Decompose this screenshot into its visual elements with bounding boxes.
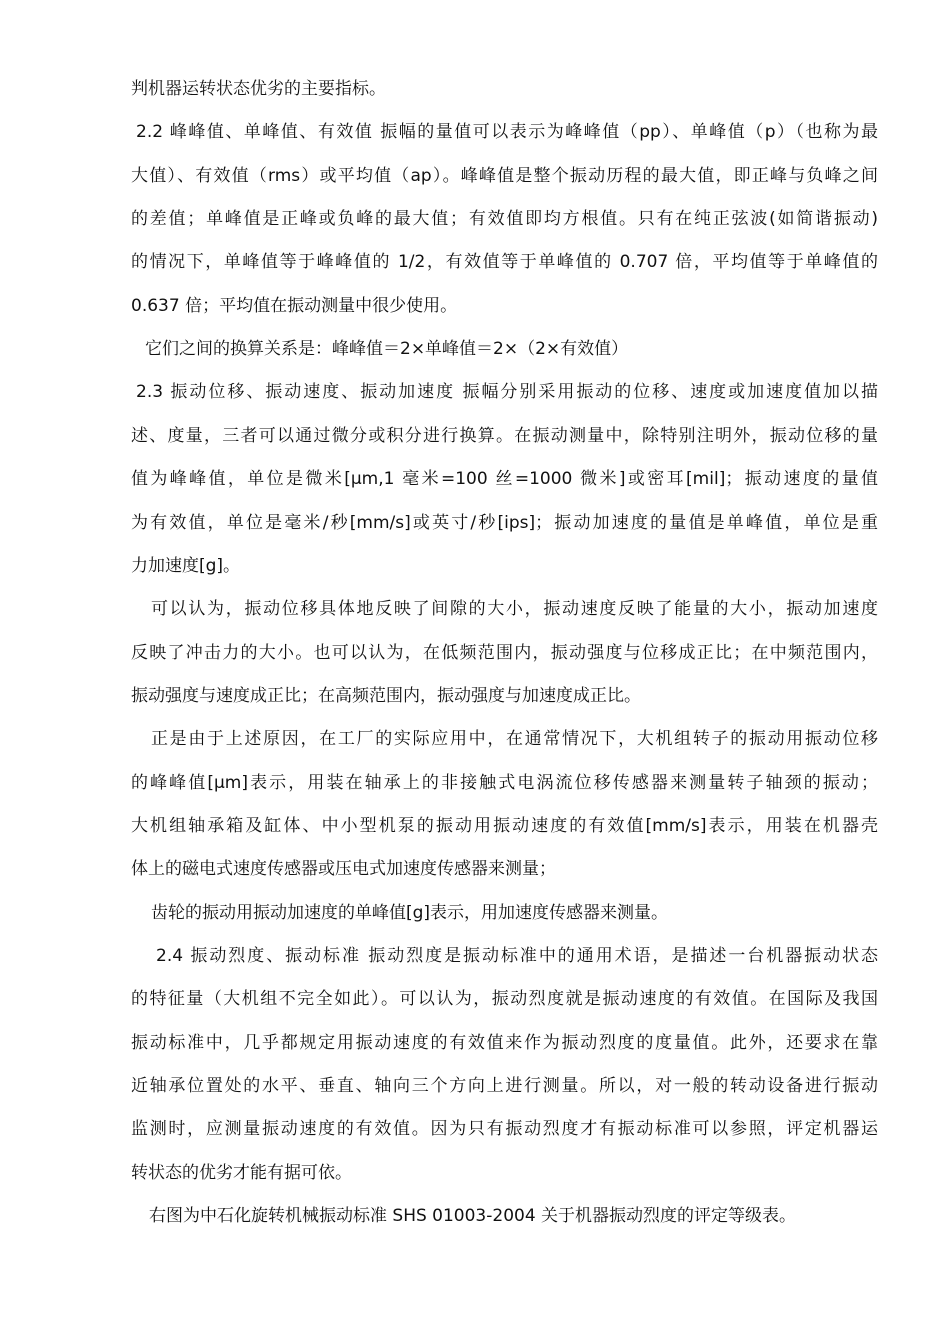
text-line: 值为峰峰值，单位是微米[μm,1 毫米=100 丝=1000 微米]或密耳[mil]；振动速度的量值 (131, 469, 878, 490)
text-line: 0.637 倍；平均值在振动测量中很少使用。 (131, 295, 458, 316)
text-line: 大值）、有效值（rms）或平均值（ap）。峰峰值是整个振动历程的最大值，即正峰与负峰之间 (131, 165, 878, 186)
text-line: 的峰峰值[μm]表示，用装在轴承上的非接触式电涡流位移传感器来测量转子轴颈的振动； (131, 772, 878, 793)
text-line: 振动强度与速度成正比；在高频范围内，振动强度与加速度成正比。 (131, 685, 641, 706)
text-line: 的差值；单峰值是正峰或负峰的最大值；有效值即均方根值。只有在纯正弦波(如简谐振动) (131, 209, 878, 230)
text-line: 近轴承位置处的水平、垂直、轴向三个方向上进行测量。所以，对一般的转动设备进行振动 (131, 1076, 878, 1097)
text-line: 可以认为，振动位移具体地反映了间隙的大小，振动速度反映了能量的大小，振动加速度 (151, 599, 878, 620)
text-line: 监测时，应测量振动速度的有效值。因为只有振动烈度才有振动标准可以参照，评定机器运 (131, 1119, 878, 1140)
text-line: 正是由于上述原因，在工厂的实际应用中，在通常情况下，大机组转子的振动用振动位移 (151, 729, 878, 750)
text-line: 的特征量（大机组不完全如此）。可以认为，振动烈度就是振动速度的有效值。在国际及我国 (131, 989, 878, 1010)
text-line: 它们之间的换算关系是：峰峰值＝2×单峰值＝2×（2×有效值） (145, 339, 629, 360)
text-line: 反映了冲击力的大小。也可以认为，在低频范围内，振动强度与位移成正比；在中频范围内， (131, 642, 878, 663)
text-line: 体上的磁电式速度传感器或压电式加速度传感器来测量； (131, 859, 556, 880)
text-line: 2.4 振动烈度、振动标准 振动烈度是振动标准中的通用术语，是描述一台机器振动状态 (156, 946, 878, 966)
text-line: 右图为中石化旋转机械振动标准 SHS 01003-2004 关于机器振动烈度的评定等级表。 (149, 1206, 797, 1227)
text-line: 转状态的优劣才能有据可依。 (131, 1162, 352, 1183)
text-line: 振动标准中，几乎都规定用振动速度的有效值来作为振动烈度的度量值。此外，还要求在靠 (131, 1032, 878, 1053)
text-line: 为有效值，单位是毫米/秒[mm/s]或英寸/秒[ips]；振动加速度的量值是单峰值，单位是重 (131, 512, 878, 533)
text-line: 2.2 峰峰值、单峰值、有效值 振幅的量值可以表示为峰峰值（pp）、单峰值（p）（也称为最 (136, 122, 878, 143)
text-line: 大机组轴承箱及缸体、中小型机泵的振动用振动速度的有效值[mm/s]表示，用装在机器壳 (131, 815, 878, 836)
text-line: 2.3 振动位移、振动速度、振动加速度 振幅分别采用振动的位移、速度或加速度值加以描 (136, 382, 878, 403)
text-line: 判机器运转状态优劣的主要指标。 (131, 79, 386, 99)
text-line: 力加速度[g]。 (131, 555, 241, 576)
text-line: 述、度量，三者可以通过微分或积分进行换算。在振动测量中，除特别注明外，振动位移的量 (131, 425, 878, 446)
text-line: 的情况下，单峰值等于峰峰值的 1/2，有效值等于单峰值的 0.707 倍，平均值等于单峰值的 (131, 252, 878, 273)
text-line: 齿轮的振动用振动加速度的单峰值[g]表示，用加速度传感器来测量。 (151, 902, 669, 923)
